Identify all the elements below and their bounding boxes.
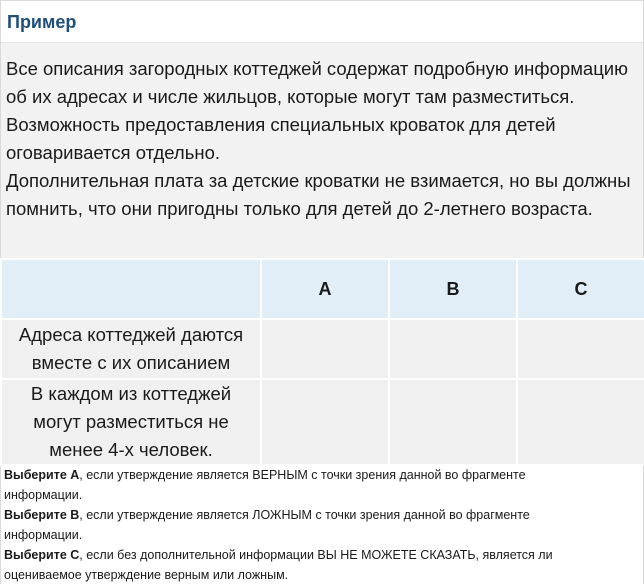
instruction-b-text: , если утверждение является ЛОЖНЫМ с точки зрения данной во фрагменте информации.: [4, 508, 530, 542]
instruction-c-lead: Выберите С: [4, 548, 80, 562]
instruction-c: [4, 545, 604, 585]
passage-paragraph-1: Все описания загородных коттеджей содержат подробную информацию об их адресах и числе жильцов, которые могут там разместиться. Возможность предоставления специальных кроваток для детей оговаривается отдельно.: [6, 58, 629, 163]
table-row: [1, 379, 644, 465]
statement-cell: Адреса коттеджей даются вместе с их описанием: [1, 319, 261, 379]
column-header-c: C: [517, 259, 644, 319]
instruction-b: [4, 505, 604, 545]
instructions: [4, 465, 604, 585]
column-header-b: B: [389, 259, 517, 319]
passage-paragraph-2: Дополнительная плата за детские кроватки не взимается, но вы должны помнить, что они пригодны только для детей до 2-летнего возраста.: [6, 170, 631, 219]
passage-block: [1, 43, 643, 259]
instruction-c-text: , если без дополнительной информации ВЫ НЕ МОЖЕТЕ СКАЗАТЬ, является ли оцениваемое утверждение верным или ложным.: [4, 548, 553, 582]
answer-cell-b[interactable]: [389, 379, 517, 465]
table-header-row: [1, 259, 644, 319]
instruction-a-lead: Выберите А: [4, 468, 80, 482]
passage-text: [6, 55, 638, 223]
instruction-a-text: , если утверждение является ВЕРНЫМ с точки зрения данной во фрагменте информации.: [4, 468, 526, 502]
answer-cell-a[interactable]: [261, 379, 389, 465]
table-row: [1, 319, 644, 379]
instruction-b-lead: Выберите В: [4, 508, 80, 522]
answer-cell-c[interactable]: [517, 319, 644, 379]
answer-table: [0, 258, 644, 466]
answer-cell-b[interactable]: [389, 319, 517, 379]
instruction-a: [4, 465, 604, 505]
answer-cell-c[interactable]: [517, 379, 644, 465]
statement-cell: В каждом из коттеджей могут разместиться не менее 4-х человек.: [1, 379, 261, 465]
column-header-a: A: [261, 259, 389, 319]
answer-cell-a[interactable]: [261, 319, 389, 379]
table-corner-cell: [1, 259, 261, 319]
page-title: Пример: [7, 12, 77, 32]
title-bar: [1, 1, 643, 43]
